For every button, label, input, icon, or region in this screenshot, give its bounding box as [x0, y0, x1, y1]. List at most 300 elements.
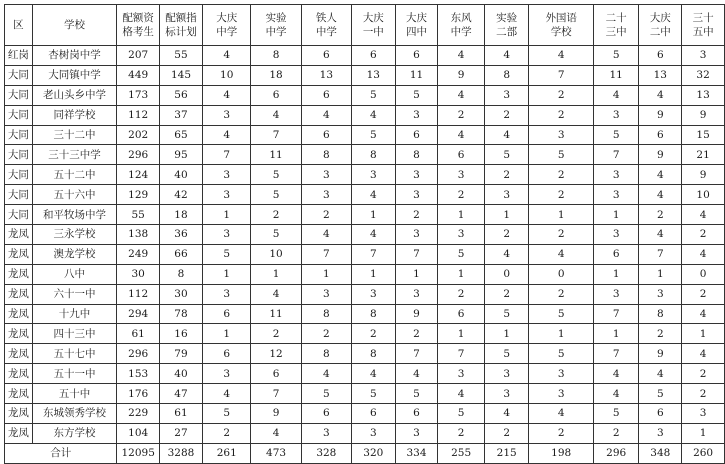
quota-table-container — [4, 4, 725, 464]
value-cell: 1 — [203, 264, 251, 284]
value-cell: 4 — [639, 165, 682, 185]
total-value-cell: 3288 — [159, 443, 202, 463]
table-row — [5, 145, 725, 165]
value-cell: 153 — [117, 364, 160, 384]
value-cell: 1 — [251, 264, 301, 284]
value-cell: 0 — [484, 264, 529, 284]
total-value-cell: 334 — [395, 443, 438, 463]
value-cell: 3 — [203, 185, 251, 205]
value-cell: 4 — [351, 185, 395, 205]
value-cell: 7 — [593, 344, 639, 364]
total-value-cell: 473 — [251, 443, 301, 463]
value-cell: 18 — [251, 65, 301, 85]
value-cell: 2 — [682, 364, 725, 384]
value-cell: 5 — [395, 384, 438, 404]
value-cell: 3 — [395, 185, 438, 205]
value-cell: 5 — [484, 344, 529, 364]
total-value-cell: 261 — [203, 443, 251, 463]
value-cell: 8 — [301, 304, 351, 324]
value-cell: 1 — [593, 264, 639, 284]
table-row — [5, 423, 725, 443]
column-header: 外国语 学校 — [529, 5, 593, 46]
value-cell: 1 — [682, 423, 725, 443]
table-row — [5, 225, 725, 245]
column-header: 区 — [5, 5, 33, 46]
table-row — [5, 65, 725, 85]
district-cell: 大同 — [5, 205, 33, 225]
value-cell: 296 — [117, 344, 160, 364]
value-cell: 7 — [251, 384, 301, 404]
school-cell: 三十三中学 — [32, 145, 117, 165]
district-cell: 龙凤 — [5, 364, 33, 384]
value-cell: 3 — [351, 165, 395, 185]
value-cell: 7 — [593, 145, 639, 165]
value-cell: 3 — [593, 165, 639, 185]
value-cell: 11 — [395, 65, 438, 85]
school-cell: 同祥学校 — [32, 105, 117, 125]
value-cell: 5 — [351, 125, 395, 145]
value-cell: 5 — [351, 384, 395, 404]
value-cell: 13 — [639, 65, 682, 85]
school-cell: 澳龙学校 — [32, 244, 117, 264]
district-cell: 龙凤 — [5, 304, 33, 324]
school-cell: 五十一中 — [32, 364, 117, 384]
value-cell: 4 — [301, 105, 351, 125]
value-cell: 249 — [117, 244, 160, 264]
value-cell: 3 — [593, 225, 639, 245]
table-row — [5, 304, 725, 324]
value-cell: 1 — [395, 264, 438, 284]
value-cell: 8 — [301, 344, 351, 364]
value-cell: 5 — [438, 244, 485, 264]
value-cell: 4 — [251, 423, 301, 443]
value-cell: 27 — [159, 423, 202, 443]
value-cell: 16 — [159, 324, 202, 344]
value-cell: 2 — [682, 384, 725, 404]
value-cell: 1 — [682, 324, 725, 344]
total-value-cell: 260 — [682, 443, 725, 463]
value-cell: 8 — [351, 344, 395, 364]
value-cell: 3 — [395, 284, 438, 304]
value-cell: 2 — [203, 423, 251, 443]
value-cell: 18 — [159, 205, 202, 225]
value-cell: 1 — [438, 264, 485, 284]
value-cell: 7 — [593, 304, 639, 324]
value-cell: 4 — [203, 125, 251, 145]
value-cell: 2 — [395, 324, 438, 344]
value-cell: 3 — [438, 165, 485, 185]
value-cell: 66 — [159, 244, 202, 264]
value-cell: 6 — [639, 404, 682, 424]
value-cell: 9 — [682, 165, 725, 185]
value-cell: 3 — [351, 284, 395, 304]
value-cell: 4 — [484, 125, 529, 145]
value-cell: 173 — [117, 85, 160, 105]
value-cell: 8 — [159, 264, 202, 284]
school-cell: 六十一中 — [32, 284, 117, 304]
value-cell: 95 — [159, 145, 202, 165]
value-cell: 4 — [438, 125, 485, 145]
value-cell: 1 — [438, 205, 485, 225]
value-cell: 30 — [117, 264, 160, 284]
school-cell: 八中 — [32, 264, 117, 284]
school-cell: 杏树岗中学 — [32, 46, 117, 66]
value-cell: 5 — [529, 145, 593, 165]
table-row — [5, 165, 725, 185]
value-cell: 7 — [251, 125, 301, 145]
value-cell: 4 — [203, 85, 251, 105]
value-cell: 4 — [251, 105, 301, 125]
table-footer — [5, 443, 725, 463]
value-cell: 8 — [484, 65, 529, 85]
value-cell: 4 — [682, 304, 725, 324]
value-cell: 176 — [117, 384, 160, 404]
total-value-cell: 255 — [438, 443, 485, 463]
value-cell: 6 — [639, 125, 682, 145]
value-cell: 4 — [593, 384, 639, 404]
value-cell: 5 — [438, 404, 485, 424]
value-cell: 2 — [529, 165, 593, 185]
value-cell: 1 — [203, 324, 251, 344]
value-cell: 6 — [438, 304, 485, 324]
table-row — [5, 105, 725, 125]
value-cell: 4 — [682, 244, 725, 264]
value-cell: 9 — [438, 65, 485, 85]
value-cell: 5 — [351, 85, 395, 105]
value-cell: 4 — [438, 85, 485, 105]
column-header: 大庆 二中 — [639, 5, 682, 46]
value-cell: 3 — [682, 404, 725, 424]
total-value-cell: 348 — [639, 443, 682, 463]
value-cell: 3 — [395, 165, 438, 185]
value-cell: 2 — [529, 225, 593, 245]
school-cell: 三永学校 — [32, 225, 117, 245]
value-cell: 5 — [251, 165, 301, 185]
value-cell: 3 — [351, 423, 395, 443]
value-cell: 12 — [251, 344, 301, 364]
value-cell: 9 — [395, 304, 438, 324]
value-cell: 7 — [529, 65, 593, 85]
value-cell: 449 — [117, 65, 160, 85]
school-cell: 东方学校 — [32, 423, 117, 443]
value-cell: 3 — [484, 364, 529, 384]
value-cell: 8 — [639, 304, 682, 324]
value-cell: 3 — [395, 423, 438, 443]
table-row — [5, 324, 725, 344]
value-cell: 1 — [593, 324, 639, 344]
value-cell: 124 — [117, 165, 160, 185]
value-cell: 4 — [529, 244, 593, 264]
value-cell: 2 — [351, 324, 395, 344]
district-cell: 大同 — [5, 125, 33, 145]
total-value-cell: 296 — [593, 443, 639, 463]
value-cell: 11 — [251, 304, 301, 324]
value-cell: 2 — [682, 225, 725, 245]
value-cell: 5 — [251, 185, 301, 205]
table-row — [5, 364, 725, 384]
column-header: 配额资 格考生 — [117, 5, 160, 46]
value-cell: 2 — [682, 284, 725, 304]
value-cell: 3 — [301, 284, 351, 304]
column-header: 铁人 中学 — [301, 5, 351, 46]
value-cell: 229 — [117, 404, 160, 424]
district-cell: 龙凤 — [5, 324, 33, 344]
value-cell: 13 — [301, 65, 351, 85]
value-cell: 11 — [251, 145, 301, 165]
value-cell: 78 — [159, 304, 202, 324]
school-cell: 五十七中 — [32, 344, 117, 364]
value-cell: 5 — [593, 46, 639, 66]
school-cell: 十九中 — [32, 304, 117, 324]
value-cell: 4 — [301, 364, 351, 384]
value-cell: 61 — [159, 404, 202, 424]
value-cell: 5 — [203, 404, 251, 424]
value-cell: 5 — [251, 225, 301, 245]
value-cell: 6 — [203, 304, 251, 324]
value-cell: 2 — [484, 423, 529, 443]
table-row — [5, 344, 725, 364]
table-row — [5, 46, 725, 66]
value-cell: 2 — [484, 225, 529, 245]
column-header: 大庆 四中 — [395, 5, 438, 46]
value-cell: 5 — [484, 304, 529, 324]
table-row — [5, 85, 725, 105]
total-row — [5, 443, 725, 463]
value-cell: 56 — [159, 85, 202, 105]
value-cell: 13 — [682, 85, 725, 105]
value-cell: 9 — [251, 404, 301, 424]
value-cell: 1 — [639, 264, 682, 284]
total-value-cell: 12095 — [117, 443, 160, 463]
value-cell: 7 — [639, 244, 682, 264]
table-row — [5, 244, 725, 264]
value-cell: 11 — [593, 65, 639, 85]
value-cell: 5 — [301, 384, 351, 404]
value-cell: 8 — [301, 145, 351, 165]
district-cell: 大同 — [5, 85, 33, 105]
value-cell: 3 — [438, 225, 485, 245]
value-cell: 7 — [395, 344, 438, 364]
value-cell: 3 — [203, 364, 251, 384]
value-cell: 5 — [593, 125, 639, 145]
district-cell: 大同 — [5, 185, 33, 205]
value-cell: 6 — [593, 244, 639, 264]
table-row — [5, 125, 725, 145]
value-cell: 6 — [251, 85, 301, 105]
school-cell: 三十二中 — [32, 125, 117, 145]
value-cell: 2 — [529, 85, 593, 105]
value-cell: 3 — [203, 165, 251, 185]
value-cell: 0 — [682, 264, 725, 284]
value-cell: 2 — [438, 105, 485, 125]
value-cell: 42 — [159, 185, 202, 205]
district-cell: 大同 — [5, 145, 33, 165]
value-cell: 3 — [301, 165, 351, 185]
value-cell: 1 — [529, 324, 593, 344]
value-cell: 4 — [438, 384, 485, 404]
value-cell: 3 — [203, 225, 251, 245]
value-cell: 2 — [395, 205, 438, 225]
value-cell: 3 — [593, 185, 639, 205]
value-cell: 1 — [203, 205, 251, 225]
value-cell: 3 — [484, 85, 529, 105]
value-cell: 10 — [682, 185, 725, 205]
value-cell: 7 — [438, 344, 485, 364]
value-cell: 37 — [159, 105, 202, 125]
column-header: 学校 — [32, 5, 117, 46]
value-cell: 4 — [593, 364, 639, 384]
value-cell: 4 — [529, 404, 593, 424]
value-cell: 2 — [529, 284, 593, 304]
value-cell: 4 — [484, 244, 529, 264]
value-cell: 21 — [682, 145, 725, 165]
value-cell: 7 — [203, 145, 251, 165]
value-cell: 2 — [484, 284, 529, 304]
value-cell: 4 — [301, 225, 351, 245]
value-cell: 104 — [117, 423, 160, 443]
value-cell: 296 — [117, 145, 160, 165]
column-header: 东风 中学 — [438, 5, 485, 46]
total-label: 合计 — [5, 443, 117, 463]
total-value-cell: 320 — [351, 443, 395, 463]
value-cell: 79 — [159, 344, 202, 364]
value-cell: 7 — [395, 244, 438, 264]
value-cell: 4 — [251, 284, 301, 304]
value-cell: 55 — [117, 205, 160, 225]
value-cell: 6 — [438, 145, 485, 165]
school-cell: 五十二中 — [32, 165, 117, 185]
value-cell: 0 — [529, 264, 593, 284]
value-cell: 3 — [395, 225, 438, 245]
school-cell: 大同镇中学 — [32, 65, 117, 85]
value-cell: 3 — [395, 105, 438, 125]
value-cell: 2 — [639, 205, 682, 225]
column-header: 二十 三中 — [593, 5, 639, 46]
value-cell: 40 — [159, 165, 202, 185]
district-cell: 龙凤 — [5, 225, 33, 245]
school-cell: 五十中 — [32, 384, 117, 404]
value-cell: 4 — [203, 46, 251, 66]
value-cell: 5 — [639, 384, 682, 404]
column-header: 实验 中学 — [251, 5, 301, 46]
value-cell: 7 — [351, 244, 395, 264]
district-cell: 龙凤 — [5, 344, 33, 364]
value-cell: 1 — [484, 205, 529, 225]
value-cell: 5 — [203, 244, 251, 264]
value-cell: 2 — [251, 324, 301, 344]
value-cell: 207 — [117, 46, 160, 66]
value-cell: 4 — [351, 225, 395, 245]
value-cell: 6 — [301, 125, 351, 145]
district-cell: 龙凤 — [5, 404, 33, 424]
school-cell: 老山头乡中学 — [32, 85, 117, 105]
district-cell: 大同 — [5, 105, 33, 125]
value-cell: 9 — [639, 344, 682, 364]
value-cell: 6 — [301, 404, 351, 424]
value-cell: 3 — [301, 423, 351, 443]
value-cell: 3 — [484, 384, 529, 404]
value-cell: 4 — [593, 85, 639, 105]
school-cell: 和平牧场中学 — [32, 205, 117, 225]
value-cell: 1 — [529, 205, 593, 225]
value-cell: 47 — [159, 384, 202, 404]
table-row — [5, 384, 725, 404]
value-cell: 3 — [301, 185, 351, 205]
value-cell: 4 — [639, 185, 682, 205]
value-cell: 10 — [251, 244, 301, 264]
value-cell: 145 — [159, 65, 202, 85]
value-cell: 4 — [351, 364, 395, 384]
district-cell: 龙凤 — [5, 244, 33, 264]
value-cell: 2 — [639, 324, 682, 344]
value-cell: 36 — [159, 225, 202, 245]
value-cell: 6 — [301, 46, 351, 66]
value-cell: 4 — [203, 384, 251, 404]
value-cell: 3 — [682, 46, 725, 66]
value-cell: 4 — [682, 344, 725, 364]
value-cell: 4 — [529, 46, 593, 66]
district-cell: 龙凤 — [5, 423, 33, 443]
value-cell: 6 — [251, 364, 301, 384]
value-cell: 55 — [159, 46, 202, 66]
value-cell: 7 — [301, 244, 351, 264]
value-cell: 1 — [351, 264, 395, 284]
value-cell: 3 — [438, 364, 485, 384]
value-cell: 4 — [438, 46, 485, 66]
value-cell: 6 — [395, 404, 438, 424]
table-body — [5, 46, 725, 444]
total-value-cell: 328 — [301, 443, 351, 463]
district-cell: 龙凤 — [5, 384, 33, 404]
value-cell: 202 — [117, 125, 160, 145]
value-cell: 2 — [529, 423, 593, 443]
value-cell: 65 — [159, 125, 202, 145]
value-cell: 294 — [117, 304, 160, 324]
value-cell: 61 — [117, 324, 160, 344]
value-cell: 1 — [593, 205, 639, 225]
district-cell: 红岗 — [5, 46, 33, 66]
column-header: 三十 五中 — [682, 5, 725, 46]
school-cell: 东城领秀学校 — [32, 404, 117, 424]
value-cell: 3 — [529, 384, 593, 404]
value-cell: 5 — [529, 304, 593, 324]
value-cell: 9 — [639, 105, 682, 125]
value-cell: 4 — [639, 225, 682, 245]
value-cell: 4 — [484, 404, 529, 424]
school-cell: 四十三中 — [32, 324, 117, 344]
value-cell: 2 — [438, 284, 485, 304]
value-cell: 6 — [351, 46, 395, 66]
value-cell: 8 — [351, 304, 395, 324]
value-cell: 30 — [159, 284, 202, 304]
total-value-cell: 198 — [529, 443, 593, 463]
value-cell: 3 — [203, 105, 251, 125]
value-cell: 3 — [529, 364, 593, 384]
table-row — [5, 185, 725, 205]
value-cell: 6 — [395, 125, 438, 145]
value-cell: 3 — [593, 284, 639, 304]
value-cell: 13 — [351, 65, 395, 85]
value-cell: 15 — [682, 125, 725, 145]
value-cell: 1 — [438, 324, 485, 344]
column-header: 实验 二部 — [484, 5, 529, 46]
value-cell: 32 — [682, 65, 725, 85]
header-row — [5, 5, 725, 46]
value-cell: 2 — [301, 205, 351, 225]
table-row — [5, 205, 725, 225]
table-header — [5, 5, 725, 46]
value-cell: 2 — [484, 165, 529, 185]
